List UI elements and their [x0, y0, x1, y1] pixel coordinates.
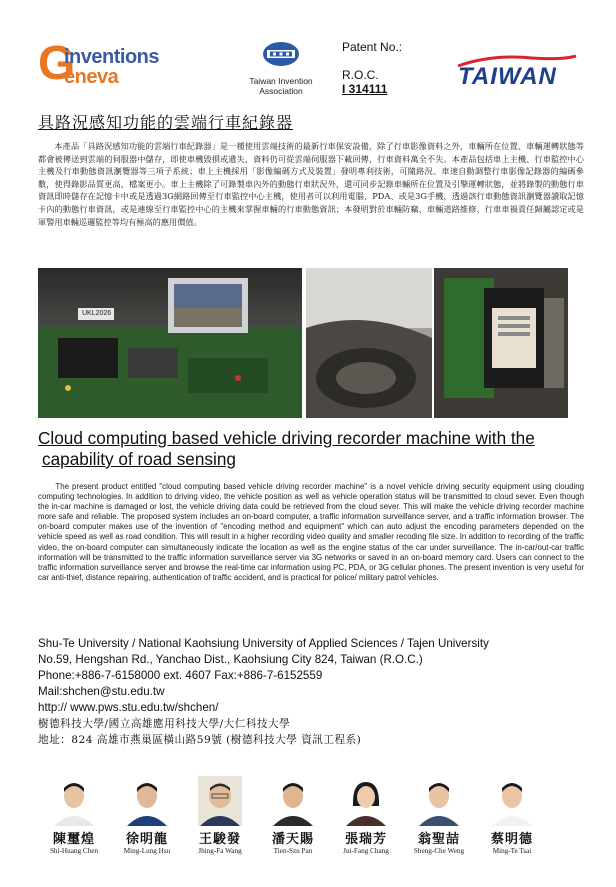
avatar	[125, 776, 169, 826]
taiwan-invention-association-logo	[244, 40, 318, 96]
member-name-en: Ming-Te Tsai	[492, 847, 532, 855]
member-name-en: Shi-Huang Chen	[49, 847, 99, 855]
contact-info	[38, 636, 489, 748]
member-name-en: Sheng-Che Weng	[413, 847, 465, 855]
address-chinese: 地址：824 高雄市燕巢區橫山路59號 (樹德科技大學 資訊工程系)	[38, 734, 362, 746]
member-name-zh: 蔡明德	[490, 832, 533, 847]
team-member	[476, 776, 548, 855]
team-member	[111, 776, 183, 855]
member-name-zh: 張瑞芳	[344, 832, 387, 847]
in-car-device-photo	[434, 268, 568, 418]
institutions: Shu-Te University / National Kaohsiung University of Applied Sciences / Tajen University	[38, 637, 489, 650]
avatar	[344, 776, 388, 826]
patent-label: Patent No.:	[342, 40, 403, 54]
team-members	[38, 776, 588, 876]
taiwan-wordmark-icon	[452, 52, 580, 92]
circuit-board-photo	[38, 268, 302, 418]
team-member	[403, 776, 475, 855]
board-label: UKL2026	[82, 310, 112, 317]
member-name-zh: 潘天賜	[271, 832, 314, 847]
patent-country: R.O.C.	[342, 68, 379, 82]
team-member	[38, 776, 110, 855]
member-name-en: Jhing-Fa Wang	[198, 847, 242, 855]
svg-text:TAIWAN: TAIWAN	[458, 63, 557, 90]
avatar	[417, 776, 461, 826]
member-name-zh: 陳璽煌	[52, 832, 95, 847]
member-name-zh: 翁聖喆	[417, 832, 460, 847]
website: http:// www.pws.stu.edu.tw/shchen/	[38, 701, 219, 714]
chinese-title: 具路況感知功能的雲端行車紀錄器	[38, 113, 294, 132]
avatar	[490, 776, 534, 826]
logo-g-letter: G	[38, 37, 76, 90]
member-name-en: Jui-Fang Chang	[343, 847, 389, 855]
team-member	[257, 776, 329, 855]
team-member	[330, 776, 402, 855]
inventions-geneva-logo	[38, 37, 178, 90]
member-name-en: Tien-Szu Pan	[273, 847, 313, 855]
english-title-line1: Cloud computing based vehicle driving recorder machine with the	[38, 428, 535, 448]
product-photos	[38, 268, 568, 418]
avatar	[198, 776, 242, 826]
phone-fax: Phone:+886-7-6158000 ext. 4607 Fax:+886-7-6152559	[38, 669, 323, 682]
page-header	[0, 0, 616, 100]
car-dashboard-photo	[306, 268, 432, 418]
email: Mail:shchen@stu.edu.tw	[38, 685, 165, 698]
member-name-zh: 王駿發	[198, 832, 241, 847]
tia-name-line2: Association	[259, 86, 303, 96]
member-name-en: Ming-Lung Hsu	[123, 847, 171, 855]
english-title-line2: capability of road sensing	[42, 449, 236, 469]
english-title	[38, 428, 598, 470]
institutions-chinese: 樹德科技大學/國立高雄應用科技大學/大仁科技大學	[38, 718, 291, 730]
taiwan-logo	[452, 52, 580, 92]
member-name-zh: 徐明龍	[125, 832, 168, 847]
logo-inventions-word: inventions	[64, 46, 160, 68]
logo-geneva-word: eneva	[64, 66, 119, 88]
chinese-description: 本產品「具路況感知功能的雲端行車紀錄器」是一種使用雲端技術的最新行車保安設備，除了行車影像資料之外，車輛所在位置、車輛運轉狀態等都會被傳送到雲端的伺服器中儲存，即使車機毀損或遺失，資料仍可從雲端伺服器下載回傳，行車資料萬全不失。本產品包括車上主機、行車監控中心主機及行車動態資訊瀏覽器等三項子系統；車上主機採用「影像編碼方式及裝置」發明專利技術，可隨路況、車速自動調整行車影像記錄器的編碼參數，使得錄影品質更高，檔案更小。車上主機除了可錄製車內外的動態行車狀況外，還可同步記錄車輛所在位置及引擎運轉狀態，並將錄製的動態行車資訊即時儲存在記憶卡中或是透過3G網路回傳至行車監控中心主機，使用者可以利用電腦、PDA、或是3G手機，透過該行車動態資訊瀏覽器讀取記憶卡內的動態行車資訊，或是連線至行車監控中心的主機來掌握車輛的行車動態資訊；本發明對於車輛防竊、車輛道路維修、行車車禍責任歸屬認定或是軍警用車輛巡邏監控等均有極高的應用價值。	[38, 141, 584, 227]
patent-block	[342, 40, 402, 96]
avatar	[52, 776, 96, 826]
tia-name-line1: Taiwan Invention	[249, 76, 313, 86]
english-description: The present product entitled "cloud computing based vehicle driving recorder machine" is a novel vehicle driving security equipment using clouding computing technologies. In addition to driving video, the vehicle position as well as vehicle operation status will be transmitted to cloud sever. Even though the in-car machine is damaged or lost, the vehicle driving data could be retrieved from the cloud sever. This will make the vehicle driving recorder machine more safe and reliable. The proposed system includes an on-board computer, a traffic information surveillance server, and a traffic information browser. The on-board computer makes use of the invention of "encoding method and equipment" which can auto adjust the encoding parameters depended on the vehicle speed as well as road condition. This will result in a higher recording video quality and smaller recoding file size. In addition to recording of the traffic video, the on-board computer can simultaneously indicate the location as well as the engine status of the car under surveillance. The in-car/out-car traffic information will be transmitted to the traffic information surveillance server via 3G networks or saved in an on-board memory card. Users can connect to the traffic information surveillance server and browse the real-time car information using PC, PDA, or 3G cellular phones. The present invention is very useful for car anti-thief, distance repairing, authentication of traffic accident, and is practical for police/ military patrol vehicles.	[38, 482, 584, 582]
avatar	[271, 776, 315, 826]
team-member	[184, 776, 256, 855]
patent-number: I 314111	[342, 82, 388, 96]
tia-emblem-icon	[261, 40, 301, 68]
address: No.59, Hengshan Rd., Yanchao Dist., Kaohsiung City 824, Taiwan (R.O.C.)	[38, 653, 423, 666]
